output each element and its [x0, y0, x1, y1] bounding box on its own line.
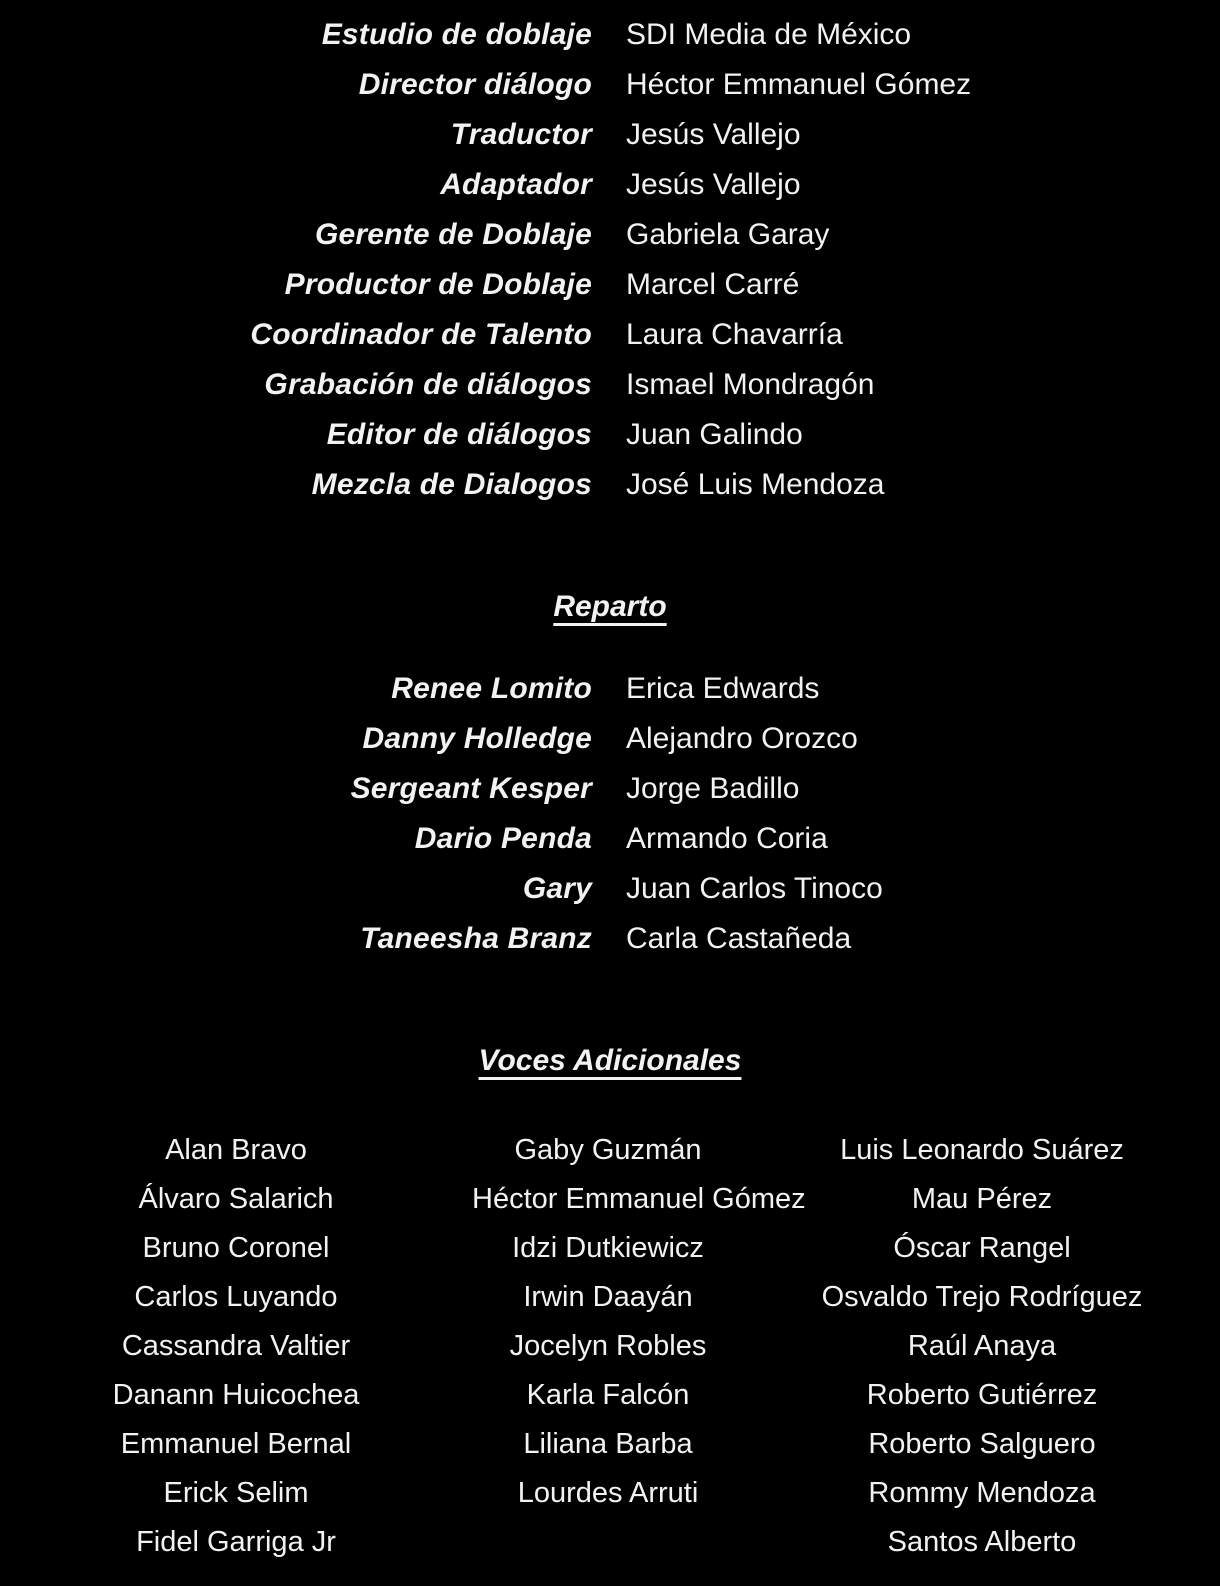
- voice-name: Jocelyn Robles: [509, 1330, 707, 1362]
- credit-name: Héctor Emmanuel Gómez: [626, 68, 972, 101]
- credit-row: [0, 318, 1220, 368]
- credit-name: Laura Chavarría: [626, 318, 843, 351]
- voice-name: Liliana Barba: [523, 1428, 693, 1460]
- cast-row: [0, 672, 1220, 722]
- credit-name: SDI Media de México: [626, 18, 912, 51]
- credit-role: Adaptador: [440, 168, 592, 201]
- actor-name: Carla Castañeda: [626, 922, 852, 955]
- voice-name: Roberto Salguero: [868, 1428, 1096, 1460]
- credit-row: [0, 268, 1220, 318]
- cast-row: [0, 722, 1220, 772]
- credit-name: Ismael Mondragón: [626, 368, 875, 401]
- voice-name: Gaby Guzmán: [514, 1134, 702, 1166]
- credit-role: Traductor: [450, 118, 592, 151]
- voice-name: Carlos Luyando: [134, 1281, 338, 1313]
- character-name: Renee Lomito: [391, 672, 592, 705]
- credit-name: José Luis Mendoza: [626, 468, 885, 501]
- cast-section-heading: Reparto: [553, 590, 667, 623]
- voice-name: Roberto Gutiérrez: [866, 1379, 1098, 1411]
- credit-row: [0, 218, 1220, 268]
- voice-name: Osvaldo Trejo Rodríguez: [821, 1281, 1143, 1313]
- voice-name: Cassandra Valtier: [121, 1330, 351, 1362]
- credit-role: Productor de Doblaje: [284, 268, 592, 301]
- voice-name: Héctor Emmanuel Gómez: [472, 1183, 806, 1215]
- credit-row: [0, 468, 1220, 518]
- credit-name: Gabriela Garay: [626, 218, 830, 251]
- credit-name: Jesús Vallejo: [626, 168, 801, 201]
- voice-name: Bruno Coronel: [142, 1232, 330, 1264]
- actor-name: Alejandro Orozco: [626, 722, 858, 755]
- credit-role: Editor de diálogos: [326, 418, 592, 451]
- credit-role: Gerente de Doblaje: [314, 218, 592, 251]
- credit-row: [0, 418, 1220, 468]
- voice-name: Santos Alberto: [887, 1526, 1077, 1558]
- credit-name: Marcel Carré: [626, 268, 800, 301]
- credit-name: Juan Galindo: [626, 418, 803, 451]
- voice-name: Lourdes Arruti: [517, 1477, 699, 1509]
- voice-name: Óscar Rangel: [893, 1232, 1071, 1264]
- voice-name: Idzi Dutkiewicz: [512, 1232, 704, 1264]
- character-name: Taneesha Branz: [360, 922, 592, 955]
- actor-name: Juan Carlos Tinoco: [626, 872, 883, 905]
- credit-row: [0, 18, 1220, 68]
- voice-name: Mau Pérez: [911, 1183, 1053, 1215]
- voice-name: Raúl Anaya: [907, 1330, 1057, 1362]
- character-name: Sergeant Kesper: [350, 772, 592, 805]
- voice-name: Álvaro Salarich: [138, 1183, 334, 1215]
- voice-name: Alan Bravo: [165, 1134, 307, 1166]
- cast-credits-block: [0, 672, 1220, 972]
- voice-name: Rommy Mendoza: [868, 1477, 1096, 1509]
- credit-role: Mezcla de Dialogos: [311, 468, 592, 501]
- voice-name: Karla Falcón: [526, 1379, 690, 1411]
- actor-name: Jorge Badillo: [626, 772, 800, 805]
- crew-credits-block: [0, 18, 1220, 518]
- actor-name: Armando Coria: [626, 822, 828, 855]
- spacer: [0, 624, 1220, 672]
- voice-name: Danann Huicochea: [112, 1379, 360, 1411]
- credit-row: [0, 368, 1220, 418]
- spacer: [0, 518, 1220, 590]
- additional-voices-grid: [0, 1126, 1220, 1567]
- actor-name: Erica Edwards: [626, 672, 820, 705]
- credit-role: Estudio de doblaje: [321, 18, 592, 51]
- spacer: [0, 1078, 1220, 1126]
- voice-name: Luis Leonardo Suárez: [840, 1134, 1124, 1166]
- credit-role: Coordinador de Talento: [250, 318, 592, 351]
- voice-name: Fidel Garriga Jr: [136, 1526, 336, 1558]
- credit-row: [0, 168, 1220, 218]
- spacer: [0, 972, 1220, 1044]
- cast-row: [0, 772, 1220, 822]
- credit-row: [0, 68, 1220, 118]
- credit-role: Director diálogo: [358, 68, 592, 101]
- voice-name: Erick Selim: [163, 1477, 309, 1509]
- character-name: Gary: [522, 872, 592, 905]
- character-name: Danny Holledge: [362, 722, 592, 755]
- character-name: Dario Penda: [414, 822, 592, 855]
- credit-row: [0, 118, 1220, 168]
- voice-name: Irwin Daayán: [523, 1281, 693, 1313]
- cast-row: [0, 872, 1220, 922]
- credit-role: Grabación de diálogos: [264, 368, 592, 401]
- credit-name: Jesús Vallejo: [626, 118, 801, 151]
- additional-voices-section-heading: Voces Adicionales: [478, 1044, 742, 1077]
- cast-row: [0, 822, 1220, 872]
- voice-name: Emmanuel Bernal: [120, 1428, 352, 1460]
- cast-row: [0, 922, 1220, 972]
